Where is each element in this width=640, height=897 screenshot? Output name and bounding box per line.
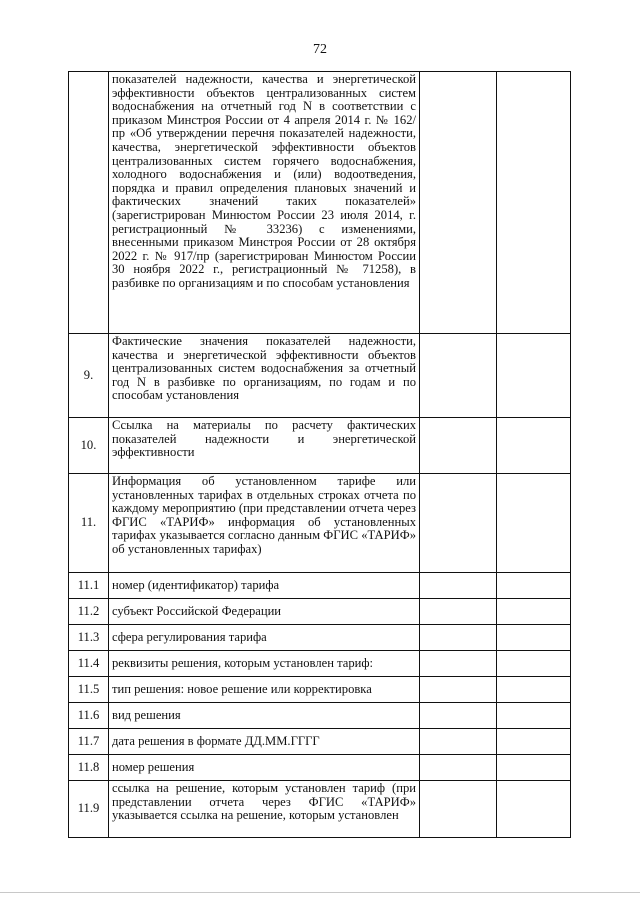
row-number: 11.8: [69, 755, 109, 781]
page-edge-line: [0, 892, 640, 893]
value-cell: [420, 334, 497, 418]
table-row: [69, 599, 571, 625]
row-number: 10.: [69, 418, 109, 474]
value-cell: [497, 703, 571, 729]
value-cell: [420, 625, 497, 651]
value-cell: [420, 573, 497, 599]
row-text: показателей надежности, качества и энергетической эффективности объектов централизованных систем водоснабжения на отчетный год N в соответствии с приказом Минстроя России от 4 апреля 2014 г. № 162/пр «Об утверждении перечня показателей надежности, качества, энергетической эффективности объектов централизованных систем горячего водоснабжения, холодного водоснабжения и (или) водоотведения, порядка и правил определения плановых значений и фактических значений таких показателей» (зарегистрирован Минюстом России 23 июля 2014, г. регистрационный № 33236) с изменениями, внесенными приказом Минстроя России от 28 октября 2022 г. № 917/пр (зарегистрирован Минюстом России 30 ноября 2022 г., регистрационный № 71258), в разбивке по организациям и по способам установления: [109, 72, 420, 334]
table-row: [69, 755, 571, 781]
value-cell: [497, 781, 571, 838]
value-cell: [420, 781, 497, 838]
row-text: Ссылка на материалы по расчету фактических показателей надежности и энергетической эффективности: [109, 418, 420, 474]
row-text: ссылка на решение, которым установлен тариф (при представлении отчета через ФГИС «ТАРИФ» указывается ссылка на решение, которым установлен: [109, 781, 420, 838]
row-number: 11.: [69, 474, 109, 573]
value-cell: [497, 334, 571, 418]
value-cell: [420, 703, 497, 729]
table-row: [69, 703, 571, 729]
document-table: [68, 71, 571, 838]
table-row: [69, 334, 571, 418]
row-text: тип решения: новое решение или корректировка: [109, 677, 420, 703]
table-row: [69, 474, 571, 573]
value-cell: [420, 677, 497, 703]
row-number: 11.6: [69, 703, 109, 729]
row-text: дата решения в формате ДД.ММ.ГГГГ: [109, 729, 420, 755]
value-cell: [420, 651, 497, 677]
table-row: [69, 573, 571, 599]
row-text: Информация об установленном тарифе или установленных тарифах в отдельных строках отчета по каждому мероприятию (при представлении отчета через ФГИС «ТАРИФ» информация об установленных тарифах указывается согласно данным ФГИС «ТАРИФ» об установленных тарифах): [109, 474, 420, 573]
row-number: 11.4: [69, 651, 109, 677]
row-text: номер (идентификатор) тарифа: [109, 573, 420, 599]
row-number: 11.1: [69, 573, 109, 599]
value-cell: [497, 72, 571, 334]
page-number: 72: [313, 42, 327, 57]
row-number: 11.9: [69, 781, 109, 838]
table-row: [69, 651, 571, 677]
value-cell: [497, 599, 571, 625]
value-cell: [420, 599, 497, 625]
value-cell: [497, 729, 571, 755]
row-text: реквизиты решения, которым установлен тариф:: [109, 651, 420, 677]
table-row: [69, 781, 571, 838]
value-cell: [420, 755, 497, 781]
value-cell: [497, 573, 571, 599]
value-cell: [497, 755, 571, 781]
row-text: сфера регулирования тарифа: [109, 625, 420, 651]
table-row: [69, 418, 571, 474]
value-cell: [420, 474, 497, 573]
value-cell: [497, 418, 571, 474]
row-text: субъект Российской Федерации: [109, 599, 420, 625]
value-cell: [420, 72, 497, 334]
row-number: 11.3: [69, 625, 109, 651]
row-number: [69, 72, 109, 334]
table-row: [69, 625, 571, 651]
value-cell: [497, 474, 571, 573]
table-row: [69, 72, 571, 334]
value-cell: [497, 651, 571, 677]
value-cell: [420, 418, 497, 474]
row-text: Фактические значения показателей надежности, качества и энергетической эффективности объектов централизованных систем водоснабжения за отчетный год N в разбивке по организациям, по годам и по способам установления: [109, 334, 420, 418]
table-row: [69, 677, 571, 703]
value-cell: [497, 677, 571, 703]
row-text: номер решения: [109, 755, 420, 781]
table-row: [69, 729, 571, 755]
row-number: 11.7: [69, 729, 109, 755]
row-number: 11.5: [69, 677, 109, 703]
row-number: 9.: [69, 334, 109, 418]
value-cell: [420, 729, 497, 755]
row-number: 11.2: [69, 599, 109, 625]
value-cell: [497, 625, 571, 651]
row-text: вид решения: [109, 703, 420, 729]
